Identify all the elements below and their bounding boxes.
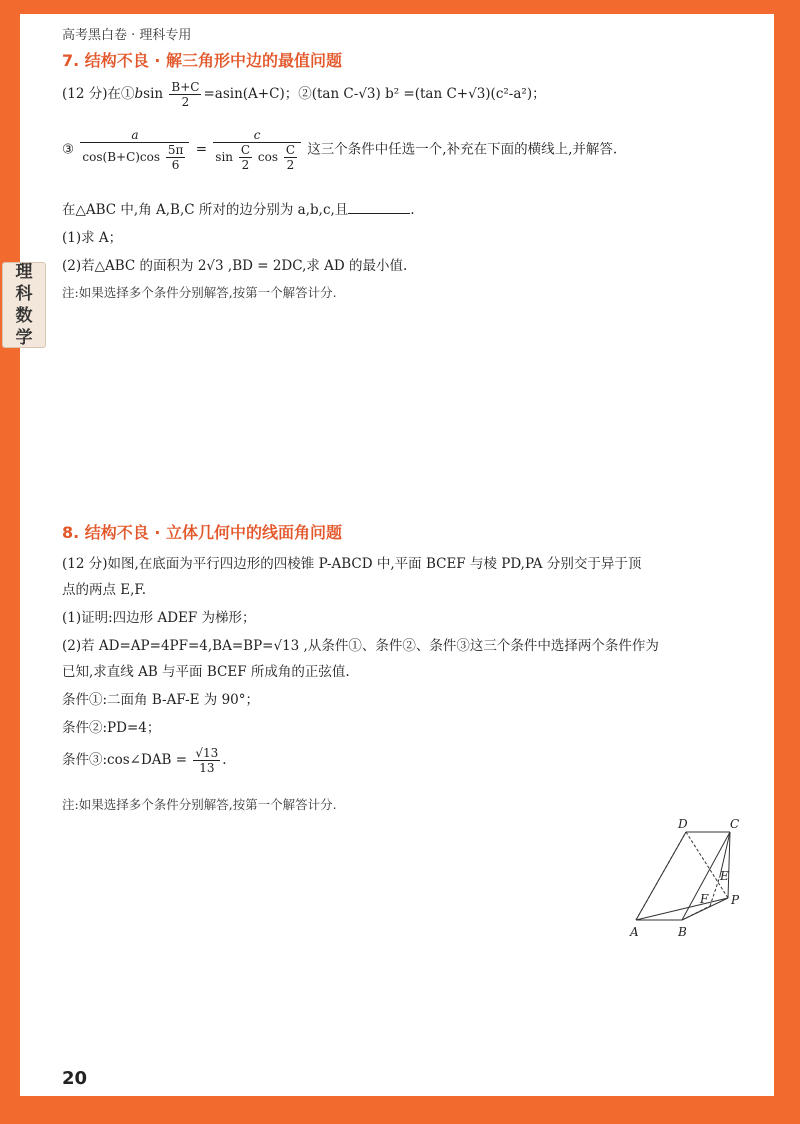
q7-title: 7. 结构不良 · 解三角形中边的最值问题 bbox=[62, 51, 343, 70]
edge-PC bbox=[728, 832, 730, 898]
q7-c3-c2-fraction-2 bbox=[284, 143, 297, 172]
page-header: 高考黑白卷 · 理科专用 bbox=[62, 28, 192, 43]
q7-prompt-text: 在△ABC 中,角 A,B,C 所对的边分别为 a,b,c,且 bbox=[62, 202, 349, 218]
side-tab-char: 理 bbox=[15, 262, 33, 282]
pyramid-figure bbox=[620, 812, 760, 942]
label-F: F bbox=[700, 892, 709, 906]
q8-note: 注:如果选择多个条件分别解答,按第一个解答计分. bbox=[62, 797, 337, 812]
q8-condition-1: 条件①:二面角 B-AF-E 为 90°； bbox=[62, 692, 260, 708]
q8-cond3-num: √13 bbox=[195, 746, 219, 760]
side-tab-char: 科 bbox=[15, 284, 33, 304]
q8-part-1: (1)证明:四边形 ADEF 为梯形； bbox=[62, 610, 256, 626]
q7-c3-right-fraction bbox=[213, 128, 301, 172]
q7-score: (12 分)在① bbox=[62, 86, 135, 102]
q7-c3-left-den-text: cos(B+C)cos bbox=[82, 150, 161, 164]
q7-prompt-line bbox=[62, 198, 415, 218]
q7-c3-left-den bbox=[80, 143, 189, 172]
left-border bbox=[0, 0, 20, 1124]
q7-c1-rhs: =asin(A+C)；②(tan C-√3) b² =(tan C+√3)(c²-a²)； bbox=[203, 86, 546, 102]
q8-cond3-text: 条件③:cos∠DAB = bbox=[62, 752, 188, 768]
q7-prompt-end: . bbox=[410, 202, 415, 218]
q7-c1-fraction bbox=[169, 80, 201, 109]
top-border bbox=[0, 0, 800, 14]
q7-c3-2: 2 bbox=[241, 158, 250, 172]
right-border bbox=[774, 0, 800, 1124]
label-D: D bbox=[678, 817, 688, 831]
q7-c1-frac-num: B+C bbox=[171, 80, 200, 94]
q7-c3-left-num: a bbox=[80, 128, 189, 143]
edge-PD bbox=[686, 832, 728, 898]
label-A: A bbox=[630, 925, 639, 939]
q7-c3-right-den bbox=[213, 143, 301, 172]
q7-c1-b: b bbox=[134, 86, 144, 102]
diag-AD bbox=[636, 832, 686, 920]
q7-condition-line-1 bbox=[62, 80, 546, 109]
q8-cond3-fraction bbox=[193, 746, 220, 775]
q8-condition-3 bbox=[62, 746, 227, 775]
q7-c3-C: C bbox=[240, 143, 251, 157]
label-C: C bbox=[730, 817, 740, 831]
q7-c3-left-den-fraction bbox=[166, 143, 186, 172]
q8-cond3-end: . bbox=[222, 752, 227, 768]
q7-note: 注:如果选择多个条件分别解答,按第一个解答计分. bbox=[62, 285, 337, 300]
q7-c3-suffix: 这三个条件中任选一个,补充在下面的横线上,并解答. bbox=[307, 141, 618, 158]
q8-part-2-line-2: 已知,求直线 AB 与平面 BCEF 所成角的正弦值. bbox=[62, 664, 350, 680]
label-B: B bbox=[678, 925, 687, 939]
edge-PA bbox=[636, 898, 728, 920]
q7-c3-6: 6 bbox=[171, 158, 180, 172]
q8-line-1: (12 分)如图,在底面为平行四边形的四棱锥 P-ABCD 中,平面 BCEF 与棱 PD,PA 分别交于异于顶 bbox=[62, 556, 642, 572]
q8-cond3-den: 13 bbox=[199, 761, 215, 775]
subject-side-tab bbox=[2, 262, 46, 348]
q7-c3-5pi: 5π bbox=[167, 143, 184, 157]
q7-c3-left-fraction bbox=[80, 128, 189, 172]
page-number: 20 bbox=[62, 1068, 88, 1089]
bottom-border bbox=[0, 1096, 800, 1124]
q7-c3-2b: 2 bbox=[286, 158, 295, 172]
q8-part-2-line-1: (2)若 AD=AP=4PF=4,BA=BP=√13 ,从条件①、条件②、条件③这三个条件中选择两个条件作为 bbox=[62, 638, 659, 654]
q7-part-2: (2)若△ABC 的面积为 2√3 ,BD = 2DC,求 AD 的最小值. bbox=[62, 258, 408, 274]
q7-c1-frac-den: 2 bbox=[181, 95, 190, 109]
q8-line-2: 点的两点 E,F. bbox=[62, 582, 146, 598]
q7-condition-line-3 bbox=[62, 128, 617, 172]
q7-answer-blank bbox=[348, 213, 410, 214]
side-tab-char: 学 bbox=[15, 328, 33, 348]
q7-c3-right-num: c bbox=[213, 128, 301, 143]
q7-c3-cos: cos bbox=[257, 150, 278, 164]
side-tab-char: 数 bbox=[15, 306, 33, 326]
q7-c3-c2-fraction-1 bbox=[239, 143, 252, 172]
label-E: E bbox=[720, 869, 729, 883]
q7-c3-C2: C bbox=[285, 143, 295, 157]
q7-c3-prefix: ③ bbox=[62, 141, 75, 158]
q7-c3-eq: = bbox=[195, 141, 207, 158]
label-P: P bbox=[731, 893, 740, 907]
q8-condition-2: 条件②:PD=4； bbox=[62, 720, 161, 736]
q8-title: 8. 结构不良 · 立体几何中的线面角问题 bbox=[62, 523, 343, 542]
q7-part-1: (1)求 A； bbox=[62, 230, 123, 246]
q7-c3-sin: sin bbox=[215, 150, 234, 164]
q7-c1-sin: sin bbox=[143, 86, 164, 102]
